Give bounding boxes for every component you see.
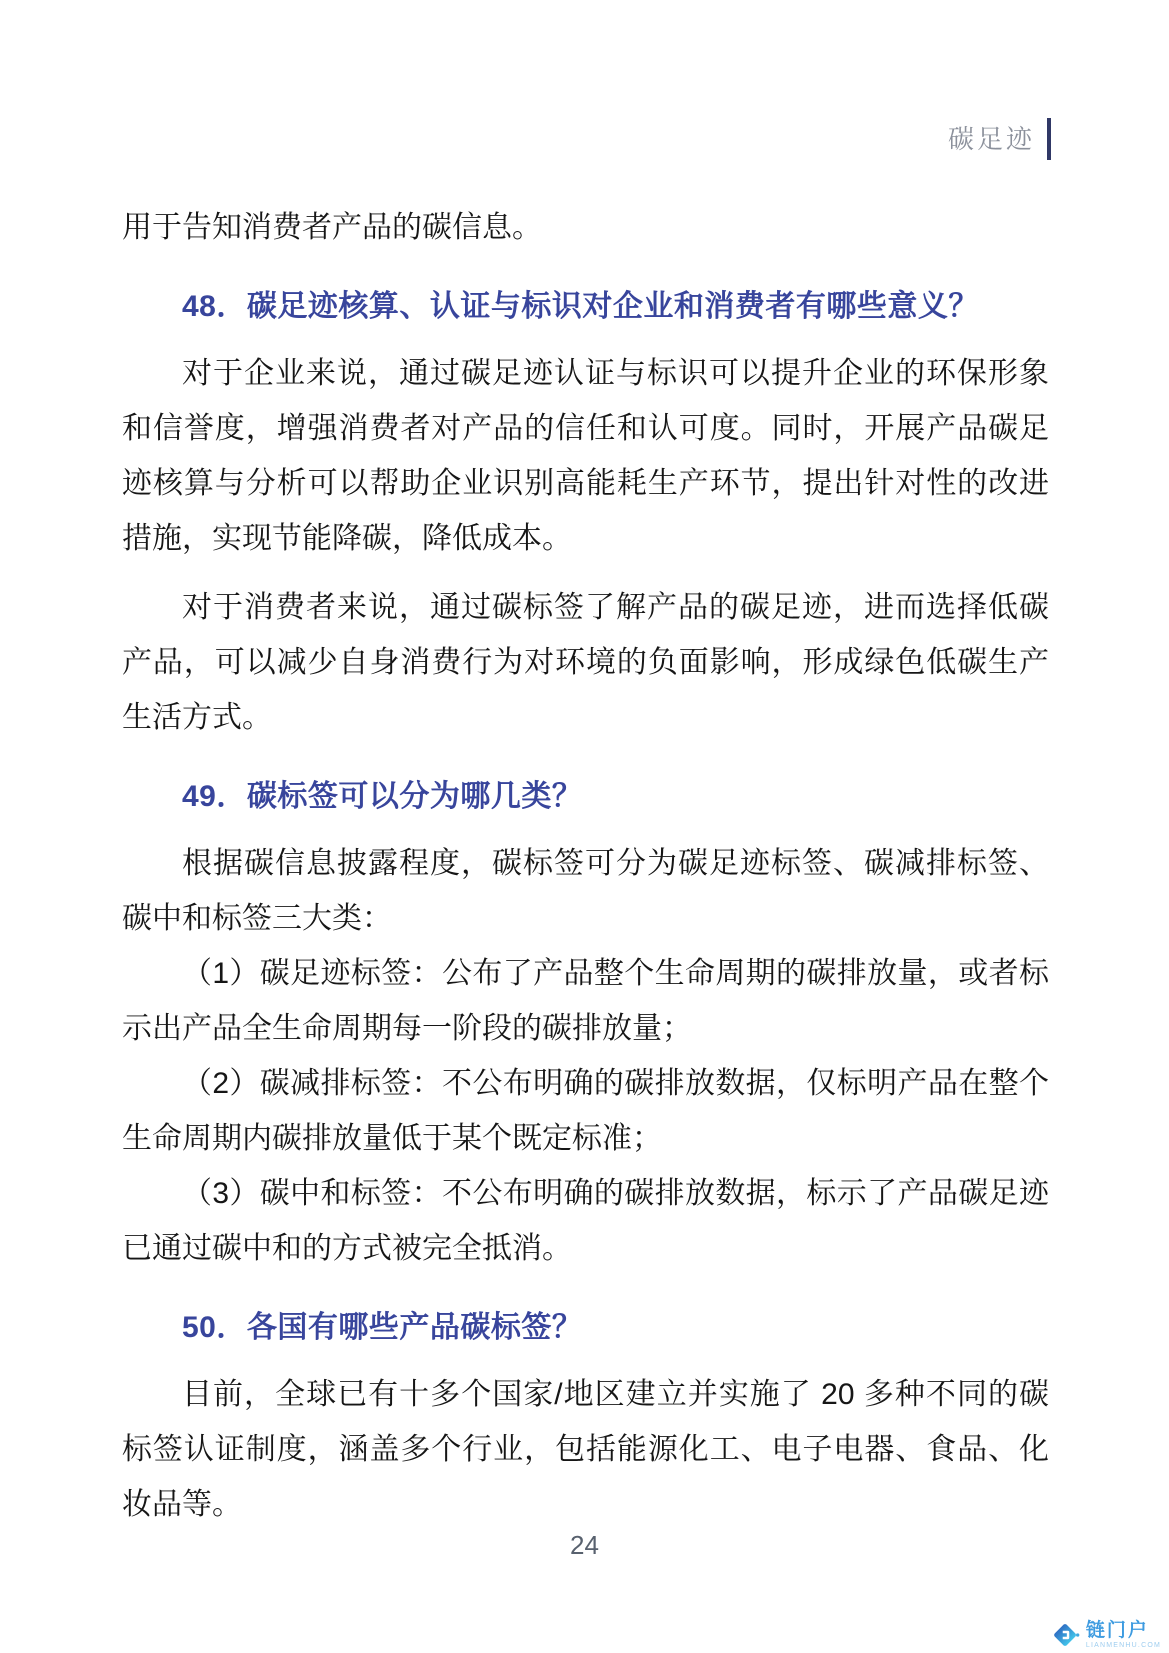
- section-50-heading: 50．各国有哪些产品碳标签？: [182, 1311, 583, 1344]
- running-header: [948, 116, 1051, 162]
- section-49-list-item-2: （2）碳减排标签：不公布明确的碳排放数据，仅标明产品在整个生命周期内碳排放量低于某个既定标准；: [122, 1067, 1049, 1155]
- section-50-paragraph-1: 目前，全球已有十多个国家/地区建立并实施了 20 多种不同的碳标签认证制度，涵盖多个行业，包括能源化工、电子电器、食品、化妆品等。: [122, 1378, 1049, 1521]
- diamond-logo-icon: [1052, 1621, 1080, 1649]
- section-48-heading: 48．碳足迹核算、认证与标识对企业和消费者有哪些意义？: [182, 290, 979, 323]
- section-48-paragraph-2: 对于消费者来说，通过碳标签了解产品的碳足迹，进而选择低碳产品，可以减少自身消费行为对环境的负面影响，形成绿色低碳生产生活方式。: [122, 591, 1049, 734]
- section-49-list-item-1: （1）碳足迹标签：公布了产品整个生命周期的碳排放量，或者标示出产品全生命周期每一阶段的碳排放量；: [122, 957, 1049, 1045]
- logo-name: 链门户: [1085, 1620, 1149, 1641]
- section-49-list-item-3: （3）碳中和标签：不公布明确的碳排放数据，标示了产品碳足迹已通过碳中和的方式被完全抵消。: [122, 1177, 1049, 1265]
- body-text-column: [122, 200, 1049, 1546]
- section-49-paragraph-1: 根据碳信息披露程度，碳标签可分为碳足迹标签、碳减排标签、碳中和标签三大类：: [122, 847, 1049, 935]
- section-49-heading: 49．碳标签可以分为哪几类？: [182, 780, 583, 813]
- logo-text: [1086, 1621, 1161, 1649]
- lianmenhu-logo: [1052, 1621, 1161, 1649]
- section-48-paragraph-1: 对于企业来说，通过碳足迹认证与标识可以提升企业的环保形象和信誉度，增强消费者对产品的信任和认可度。同时，开展产品碳足迹核算与分析可以帮助企业识别高能耗生产环节，提出针对性的改进措施，实现节能降碳，降低成本。: [122, 357, 1049, 555]
- header-divider-bar: [1047, 118, 1051, 160]
- running-header-label: 碳足迹: [947, 124, 1035, 154]
- intro-paragraph: 用于告知消费者产品的碳信息。: [122, 211, 542, 244]
- page-number: 24: [570, 1530, 599, 1560]
- logo-domain: LIANMENHU.COM: [1085, 1642, 1161, 1649]
